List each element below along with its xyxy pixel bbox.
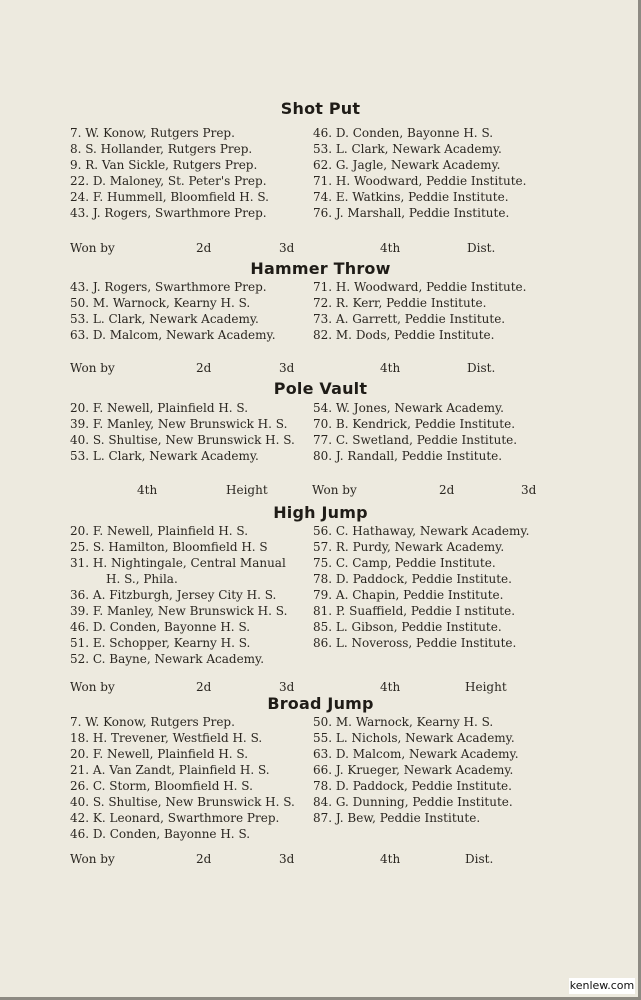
entry: 80. J. Randall, Peddie Institute.: [313, 449, 503, 463]
entry: 78. D. Paddock, Peddie Institute.: [313, 572, 512, 586]
entry: 18. H. Trevener, Westfield H. S.: [70, 731, 263, 745]
entry: 43. J. Rogers, Swarthmore Prep.: [70, 206, 267, 220]
result-label-4th: 4th: [380, 241, 401, 255]
entry: 85. L. Gibson, Peddie Institute.: [313, 620, 502, 634]
result-label-won-by: Won by: [70, 241, 115, 255]
result-label-won-by: Won by: [312, 483, 357, 497]
result-label-2d: 2d: [196, 361, 212, 375]
entry: 82. M. Dods, Peddie Institute.: [313, 328, 495, 342]
entry: 50. M. Warnock, Kearny H. S.: [70, 296, 251, 310]
watermark: kenlew.com: [569, 979, 635, 992]
entry: 84. G. Dunning, Peddie Institute.: [313, 795, 513, 809]
entry: 7. W. Konow, Rutgers Prep.: [70, 715, 235, 729]
entry: 8. S. Hollander, Rutgers Prep.: [70, 142, 253, 156]
result-label-2d: 2d: [196, 680, 212, 694]
entry: 75. C. Camp, Peddie Institute.: [313, 556, 496, 570]
entry: 25. S. Hamilton, Bloomfield H. S: [70, 540, 268, 554]
entry: 46. D. Conden, Bayonne H. S.: [70, 827, 251, 841]
pole-vault-heading: Pole Vault: [273, 379, 368, 398]
entry: 81. P. Suaffield, Peddie I nstitute.: [313, 604, 516, 618]
entry: 52. C. Bayne, Newark Academy.: [70, 652, 265, 666]
entry: 71. H. Woodward, Peddie Institute.: [313, 280, 527, 294]
entry: 21. A. Van Zandt, Plainfield H. S.: [70, 763, 270, 777]
entry: 9. R. Van Sickle, Rutgers Prep.: [70, 158, 258, 172]
entry: 86. L. Noveross, Peddie Institute.: [313, 636, 517, 650]
high-jump-right-entries: [313, 523, 529, 651]
entry: 7. W. Konow, Rutgers Prep.: [70, 126, 235, 140]
result-label-dist: Dist.: [467, 361, 496, 375]
entry: 46. D. Conden, Bayonne H. S.: [313, 126, 494, 140]
result-label-dist: Dist.: [467, 241, 496, 255]
entry: 20. F. Newell, Plainfield H. S.: [70, 524, 249, 538]
pole-vault-left-entries: [70, 400, 295, 464]
result-label-3d: 3d: [279, 361, 295, 375]
entry: 42. K. Leonard, Swarthmore Prep.: [70, 811, 280, 825]
entry: 71. H. Woodward, Peddie Institute.: [313, 174, 527, 188]
hammer-throw-right-entries: [313, 279, 526, 343]
entry: 63. D. Malcom, Newark Academy.: [313, 747, 519, 761]
result-label-4th: 4th: [380, 361, 401, 375]
entry: 66. J. Krueger, Newark Academy.: [313, 763, 514, 777]
result-label-height: Height: [465, 680, 507, 694]
high-jump-left-entries: [70, 523, 287, 667]
entry: 22. D. Maloney, St. Peter's Prep.: [70, 174, 267, 188]
entry: 43. J. Rogers, Swarthmore Prep.: [70, 280, 267, 294]
hammer-throw-left-entries: [70, 279, 276, 343]
entry: 77. C. Swetland, Peddie Institute.: [313, 433, 518, 447]
entry: 40. S. Shultise, New Brunswick H. S.: [70, 433, 295, 447]
result-label-4th: 4th: [380, 852, 401, 866]
result-label-height: Height: [226, 483, 268, 497]
broad-jump-right-entries: [313, 714, 519, 826]
entry: 36. A. Fitzburgh, Jersey City H. S.: [70, 588, 277, 602]
entry: 76. J. Marshall, Peddie Institute.: [313, 206, 510, 220]
entry: 63. D. Malcom, Newark Academy.: [70, 328, 276, 342]
entry: 87. J. Bew, Peddie Institute.: [313, 811, 481, 825]
entry: 24. F. Hummell, Bloomfield H. S.: [70, 190, 269, 204]
entry: 40. S. Shultise, New Brunswick H. S.: [70, 795, 295, 809]
result-label-3d: 3d: [279, 852, 295, 866]
result-label-won-by: Won by: [70, 361, 115, 375]
result-label-2d: 2d: [196, 852, 212, 866]
entry: 20. F. Newell, Plainfield H. S.: [70, 401, 249, 415]
entry: 20. F. Newell, Plainfield H. S.: [70, 747, 249, 761]
entry: 57. R. Purdy, Newark Academy.: [313, 540, 505, 554]
result-label-won-by: Won by: [70, 852, 115, 866]
result-label-dist: Dist.: [465, 852, 494, 866]
result-label-4th: 4th: [137, 483, 158, 497]
entry: 55. L. Nichols, Newark Academy.: [313, 731, 515, 745]
entry: 39. F. Manley, New Brunswick H. S.: [70, 417, 288, 431]
result-label-3d: 3d: [521, 483, 537, 497]
result-label-4th: 4th: [380, 680, 401, 694]
entry: 50. M. Warnock, Kearny H. S.: [313, 715, 494, 729]
result-label-2d: 2d: [439, 483, 455, 497]
result-label-won-by: Won by: [70, 680, 115, 694]
entry: 53. L. Clark, Newark Academy.: [313, 142, 502, 156]
high-jump-heading: High Jump: [273, 503, 368, 522]
entry: 46. D. Conden, Bayonne H. S.: [70, 620, 251, 634]
entry: 56. C. Hathaway, Newark Academy.: [313, 524, 530, 538]
entry: 51. E. Schopper, Kearny H. S.: [70, 636, 251, 650]
entry: 62. G. Jagle, Newark Academy.: [313, 158, 501, 172]
entry: 53. L. Clark, Newark Academy.: [70, 312, 259, 326]
hammer-throw-heading: Hammer Throw: [250, 259, 391, 278]
entry: 70. B. Kendrick, Peddie Institute.: [313, 417, 516, 431]
entry: 72. R. Kerr, Peddie Institute.: [313, 296, 487, 310]
shot-put-left-entries: [70, 125, 269, 221]
result-label-2d: 2d: [196, 241, 212, 255]
entry: 39. F. Manley, New Brunswick H. S.: [70, 604, 288, 618]
entry: 74. E. Watkins, Peddie Institute.: [313, 190, 509, 204]
broad-jump-heading: Broad Jump: [267, 694, 374, 713]
entry: 73. A. Garrett, Peddie Institute.: [313, 312, 506, 326]
entry: 54. W. Jones, Newark Academy.: [313, 401, 504, 415]
shot-put-right-entries: [313, 125, 526, 221]
pole-vault-right-entries: [313, 400, 517, 464]
shot-put-heading: Shot Put: [280, 99, 361, 118]
entry: 26. C. Storm, Bloomfield H. S.: [70, 779, 253, 793]
result-label-3d: 3d: [279, 680, 295, 694]
entry: 79. A. Chapin, Peddie Institute.: [313, 588, 504, 602]
entry: 78. D. Paddock, Peddie Institute.: [313, 779, 512, 793]
result-label-3d: 3d: [279, 241, 295, 255]
entry: 53. L. Clark, Newark Academy.: [70, 449, 259, 463]
entry-continuation: H. S., Phila.: [106, 572, 178, 586]
entry: 31. H. Nightingale, Central Manual: [70, 556, 286, 570]
broad-jump-left-entries: [70, 714, 295, 842]
